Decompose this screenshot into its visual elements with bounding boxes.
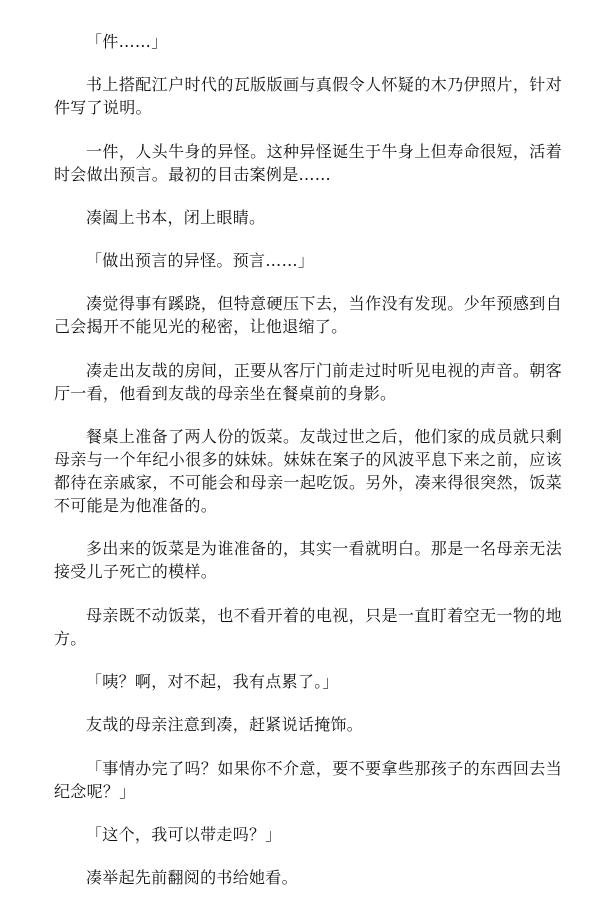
paragraph-2: 书上搭配江户时代的瓦版版画与真假令人怀疑的木乃伊照片，针对件写了说明。 [54, 75, 562, 118]
paragraph-7: 凑走出友哉的房间，正要从客厅门前走过时听见电视的声音。朝客厅一看，他看到友哉的母亲坐在餐桌前的身影。 [54, 360, 562, 403]
paragraph-13: 「事情办完了吗？如果你不介意，要不要拿些那孩子的东西回去当纪念呢？」 [54, 758, 562, 801]
paragraph-11: 「咦？啊，对不起，我有点累了。」 [86, 671, 339, 691]
paragraph-4: 凑阖上书本，闭上眼睛。 [86, 207, 266, 227]
paragraph-12: 友哉的母亲注意到凑，赶紧说话掩饰。 [86, 715, 364, 735]
document-page [54, 30, 562, 909]
paragraph-5: 「做出预言的异怪。预言……」 [86, 251, 315, 271]
paragraph-8: 餐桌上准备了两人份的饭菜。友哉过世之后，他们家的成员就只剩母亲与一个年纪小很多的妹妹。妹妹在案子的风波平息下来之前，应该都待在亲戚家，不可能会和母亲一起吃饭。另外，凑来得很突然，饭菜不可能是为他准备的。 [54, 427, 562, 516]
paragraph-6: 凑觉得事有蹊跷，但特意硬压下去，当作没有发现。少年预感到自己会揭开不能见光的秘密，让他退缩了。 [54, 294, 562, 337]
paragraph-9: 多出来的饭菜是为谁准备的，其实一看就明白。那是一名母亲无法接受儿子死亡的模样。 [54, 539, 562, 582]
paragraph-15: 凑举起先前翻阅的书给她看。 [86, 868, 298, 888]
paragraph-14: 「这个，我可以带走吗？」 [86, 824, 282, 844]
paragraph-10: 母亲既不动饭菜，也不看开着的电视，只是一直盯着空无一物的地方。 [54, 605, 562, 648]
paragraph-3: 一件，人头牛身的异怪。这种异怪诞生于牛身上但寿命很短，活着时会做出预言。最初的目击案例是…… [54, 141, 562, 184]
paragraph-1: 「件……」 [86, 32, 168, 51]
